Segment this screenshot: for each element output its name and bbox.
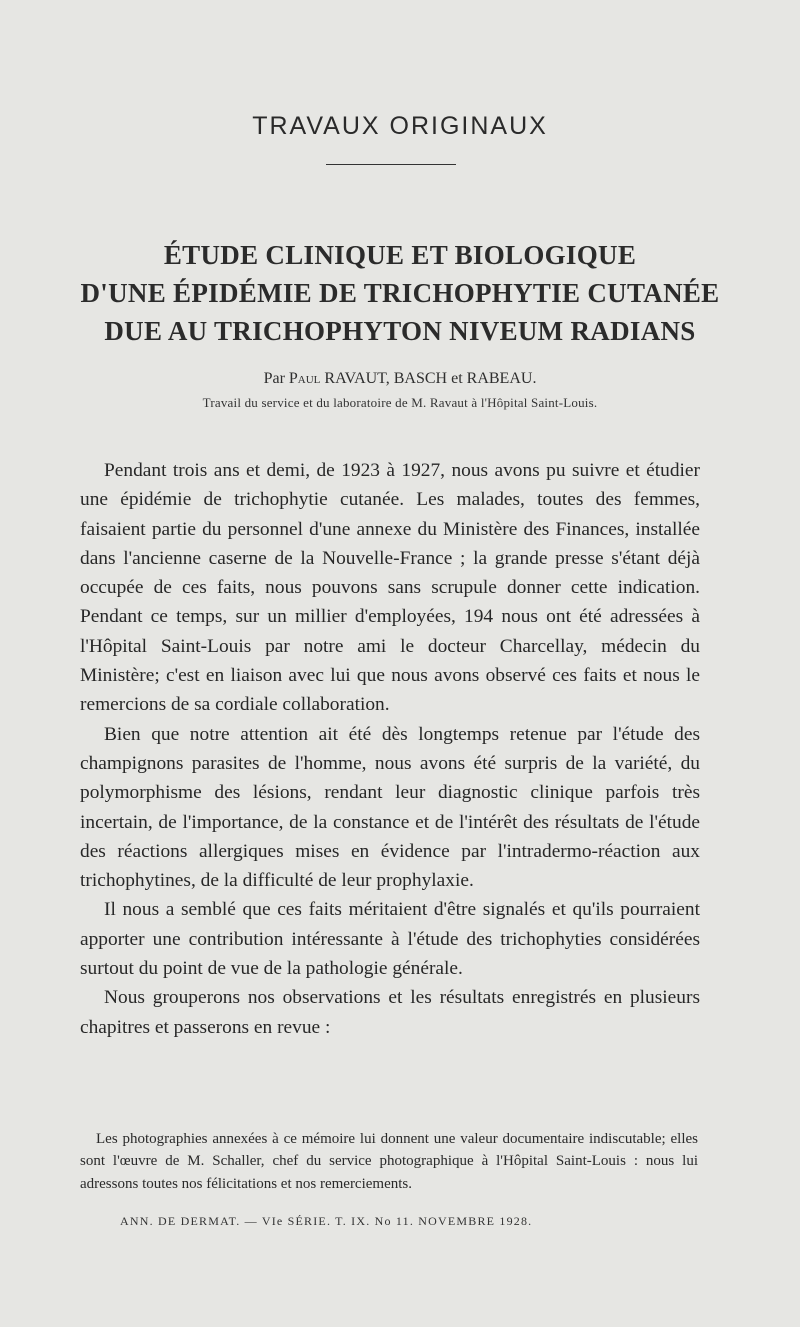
body-paragraph: Bien que notre attention ait été dès longtemps retenue par l'étude des champignons parasites de l'homme, nous avons été surpris de la variété, du polymorphisme des lésions, rendant leur diagnostic clinique parfois très incertain, de l'importance, de la constance et de l'intérêt des résultats de l'étude des réactions allergiques mises en évidence par l'intradermo-réaction aux trichophytines, de la difficulté de leur prophylaxie. xyxy=(80,723,700,892)
byline-prefix: Par xyxy=(263,370,285,387)
title-line-1: ÉTUDE CLINIQUE ET BIOLOGIQUE xyxy=(163,240,637,270)
article-body xyxy=(80,456,700,1042)
heading-divider xyxy=(326,164,456,165)
title-line-2: D'UNE ÉPIDÉMIE DE TRICHOPHYTIE CUTANÉE xyxy=(80,278,720,308)
body-paragraph: Nous grouperons nos observations et les résultats enregistrés en plusieurs chapitres et passerons en revue : xyxy=(80,987,700,1038)
journal-citation: ANN. DE DERMAT. — VIe SÉRIE. T. IX. No 11. NOVEMBRE 1928. xyxy=(120,1214,533,1228)
author-names: RAVAUT, BASCH et RABEAU. xyxy=(324,370,537,387)
footnote xyxy=(80,1128,698,1195)
affiliation: Travail du service et du laboratoire de M. Ravaut à l'Hôpital Saint-Louis. xyxy=(202,395,598,410)
body-paragraph: Pendant trois ans et demi, de 1923 à 1927, nous avons pu suivre et étudier une épidémie de trichophytie cutanée. Les malades, toutes des femmes, faisaient partie du personnel d'une annexe du Ministère des Finances, installée dans l'ancienne caserne de la Nouvelle-France ; la grande presse s'étant déjà occupée de ces faits, nous pouvons sans scrupule donner cette indication. Pendant ce temps, sur un millier d'employées, 194 nous ont été adressées à l'Hôpital Saint-Louis par notre ami le docteur Charcellay, médecin du Ministère; c'est en liaison avec lui que nous avons observé ces faits et nous le remercions de sa cordiale collaboration. xyxy=(80,460,700,716)
author-first-name: Paul xyxy=(288,370,321,387)
section-heading: TRAVAUX ORIGINAUX xyxy=(252,112,548,140)
footnote-text: Les photographies annexées à ce mémoire lui donnent une valeur documentaire indiscutable; elles sont l'œuvre de M. Schaller, chef du service photographique à l'Hôpital Saint-Louis : nous lui adressons toutes nos félicitations et nos remerciements. xyxy=(80,1131,698,1192)
article-title xyxy=(0,236,800,350)
author-byline xyxy=(0,370,800,388)
body-paragraph: Il nous a semblé que ces faits méritaient d'être signalés et qu'ils pourraient apporter une contribution intéressante à l'étude des trichophyties considérées surtout du point de vue de la pathologie générale. xyxy=(80,899,700,980)
title-line-3: DUE AU TRICHOPHYTON NIVEUM RADIANS xyxy=(104,316,696,346)
